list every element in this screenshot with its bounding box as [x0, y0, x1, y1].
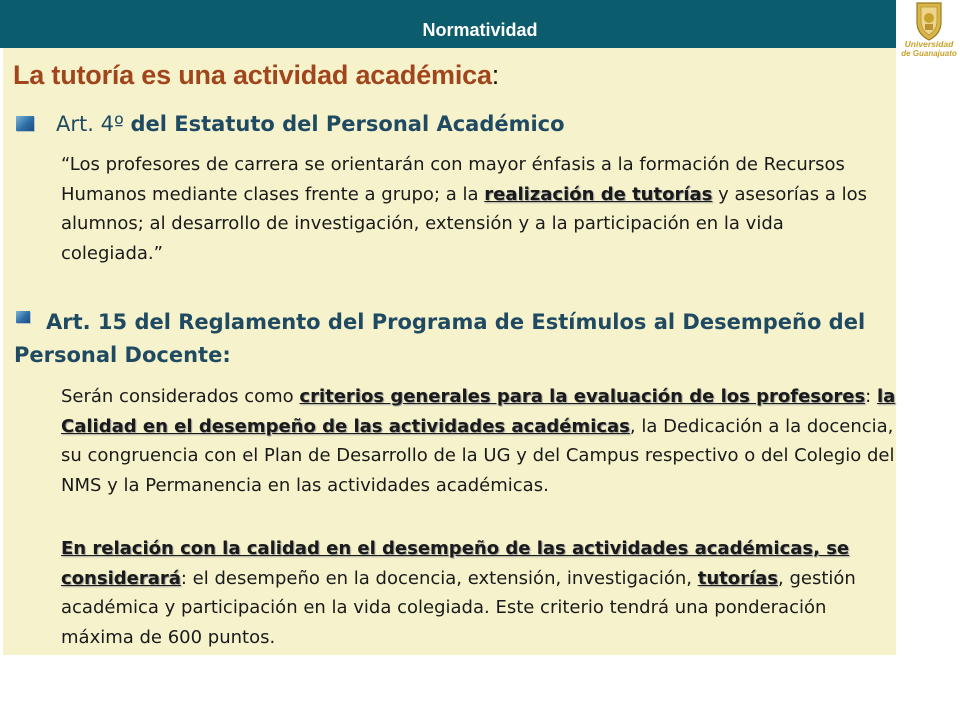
- page-title: [13, 60, 499, 91]
- criteria-text-2: :: [865, 386, 877, 407]
- criteria-text-1: Serán considerados como: [61, 386, 300, 407]
- section1-prefix: Art. 4º: [56, 112, 131, 136]
- section2-paragraph-criteria: [61, 382, 901, 500]
- criteria-highlight-2: la Calidad en el desempeño de las actividades académicas: [61, 386, 896, 437]
- quote-text-1: “Los profesores de carrera se orientarán con mayor énfasis a la formación de Recursos Humanos mediante clases frente a grupo; a la: [61, 154, 845, 205]
- header-title: Normatividad: [422, 20, 538, 40]
- criteria-text-3: , la Dedicación a la docencia, su congruencia con el Plan de Desarrollo de la UG y del Campus respectivo o del Colegio del NMS y la Permanencia en las actividades académicas.: [61, 415, 895, 496]
- logo-line1: Universidad: [904, 39, 954, 49]
- section2-title-line2: Personal Docente:: [14, 343, 231, 367]
- quality-highlight-1: En relación con la calidad en el desempeño de las actividades académicas, se considerará: [61, 538, 850, 589]
- section2-heading: [14, 306, 884, 372]
- section1-quote: [61, 150, 891, 268]
- section2-title-line1: Art. 15 del Reglamento del Programa de Estímulos al Desempeño del: [46, 310, 866, 334]
- university-crest-icon: [898, 0, 960, 58]
- criteria-highlight-1: criterios generales para la evaluación de los profesores: [299, 386, 866, 407]
- section2-paragraph-quality: [61, 534, 891, 652]
- section1-heading: [56, 112, 565, 136]
- quality-text-2: , gestión académica y participación en la vida colegiada. Este criterio tendrá una ponderación máxima de 600 puntos.: [61, 567, 856, 648]
- page-title-colon: :: [491, 60, 500, 90]
- page-title-text: La tutoría es una actividad académica: [13, 60, 492, 90]
- quote-text-2: y asesorías a los alumnos; al desarrollo de investigación, extensión y a la participación en la vida colegiada.”: [61, 183, 868, 264]
- university-logo: [898, 0, 960, 58]
- logo-line2: de Guanajuato: [901, 49, 957, 58]
- quality-text-1: : el desempeño en la docencia, extensión, investigación,: [180, 567, 698, 589]
- section1-title: del Estatuto del Personal Académico: [130, 112, 565, 136]
- quality-highlight-2: tutorías: [697, 567, 779, 589]
- bullet-square-icon: [16, 116, 34, 131]
- quote-highlight: realización de tutorías: [484, 183, 713, 205]
